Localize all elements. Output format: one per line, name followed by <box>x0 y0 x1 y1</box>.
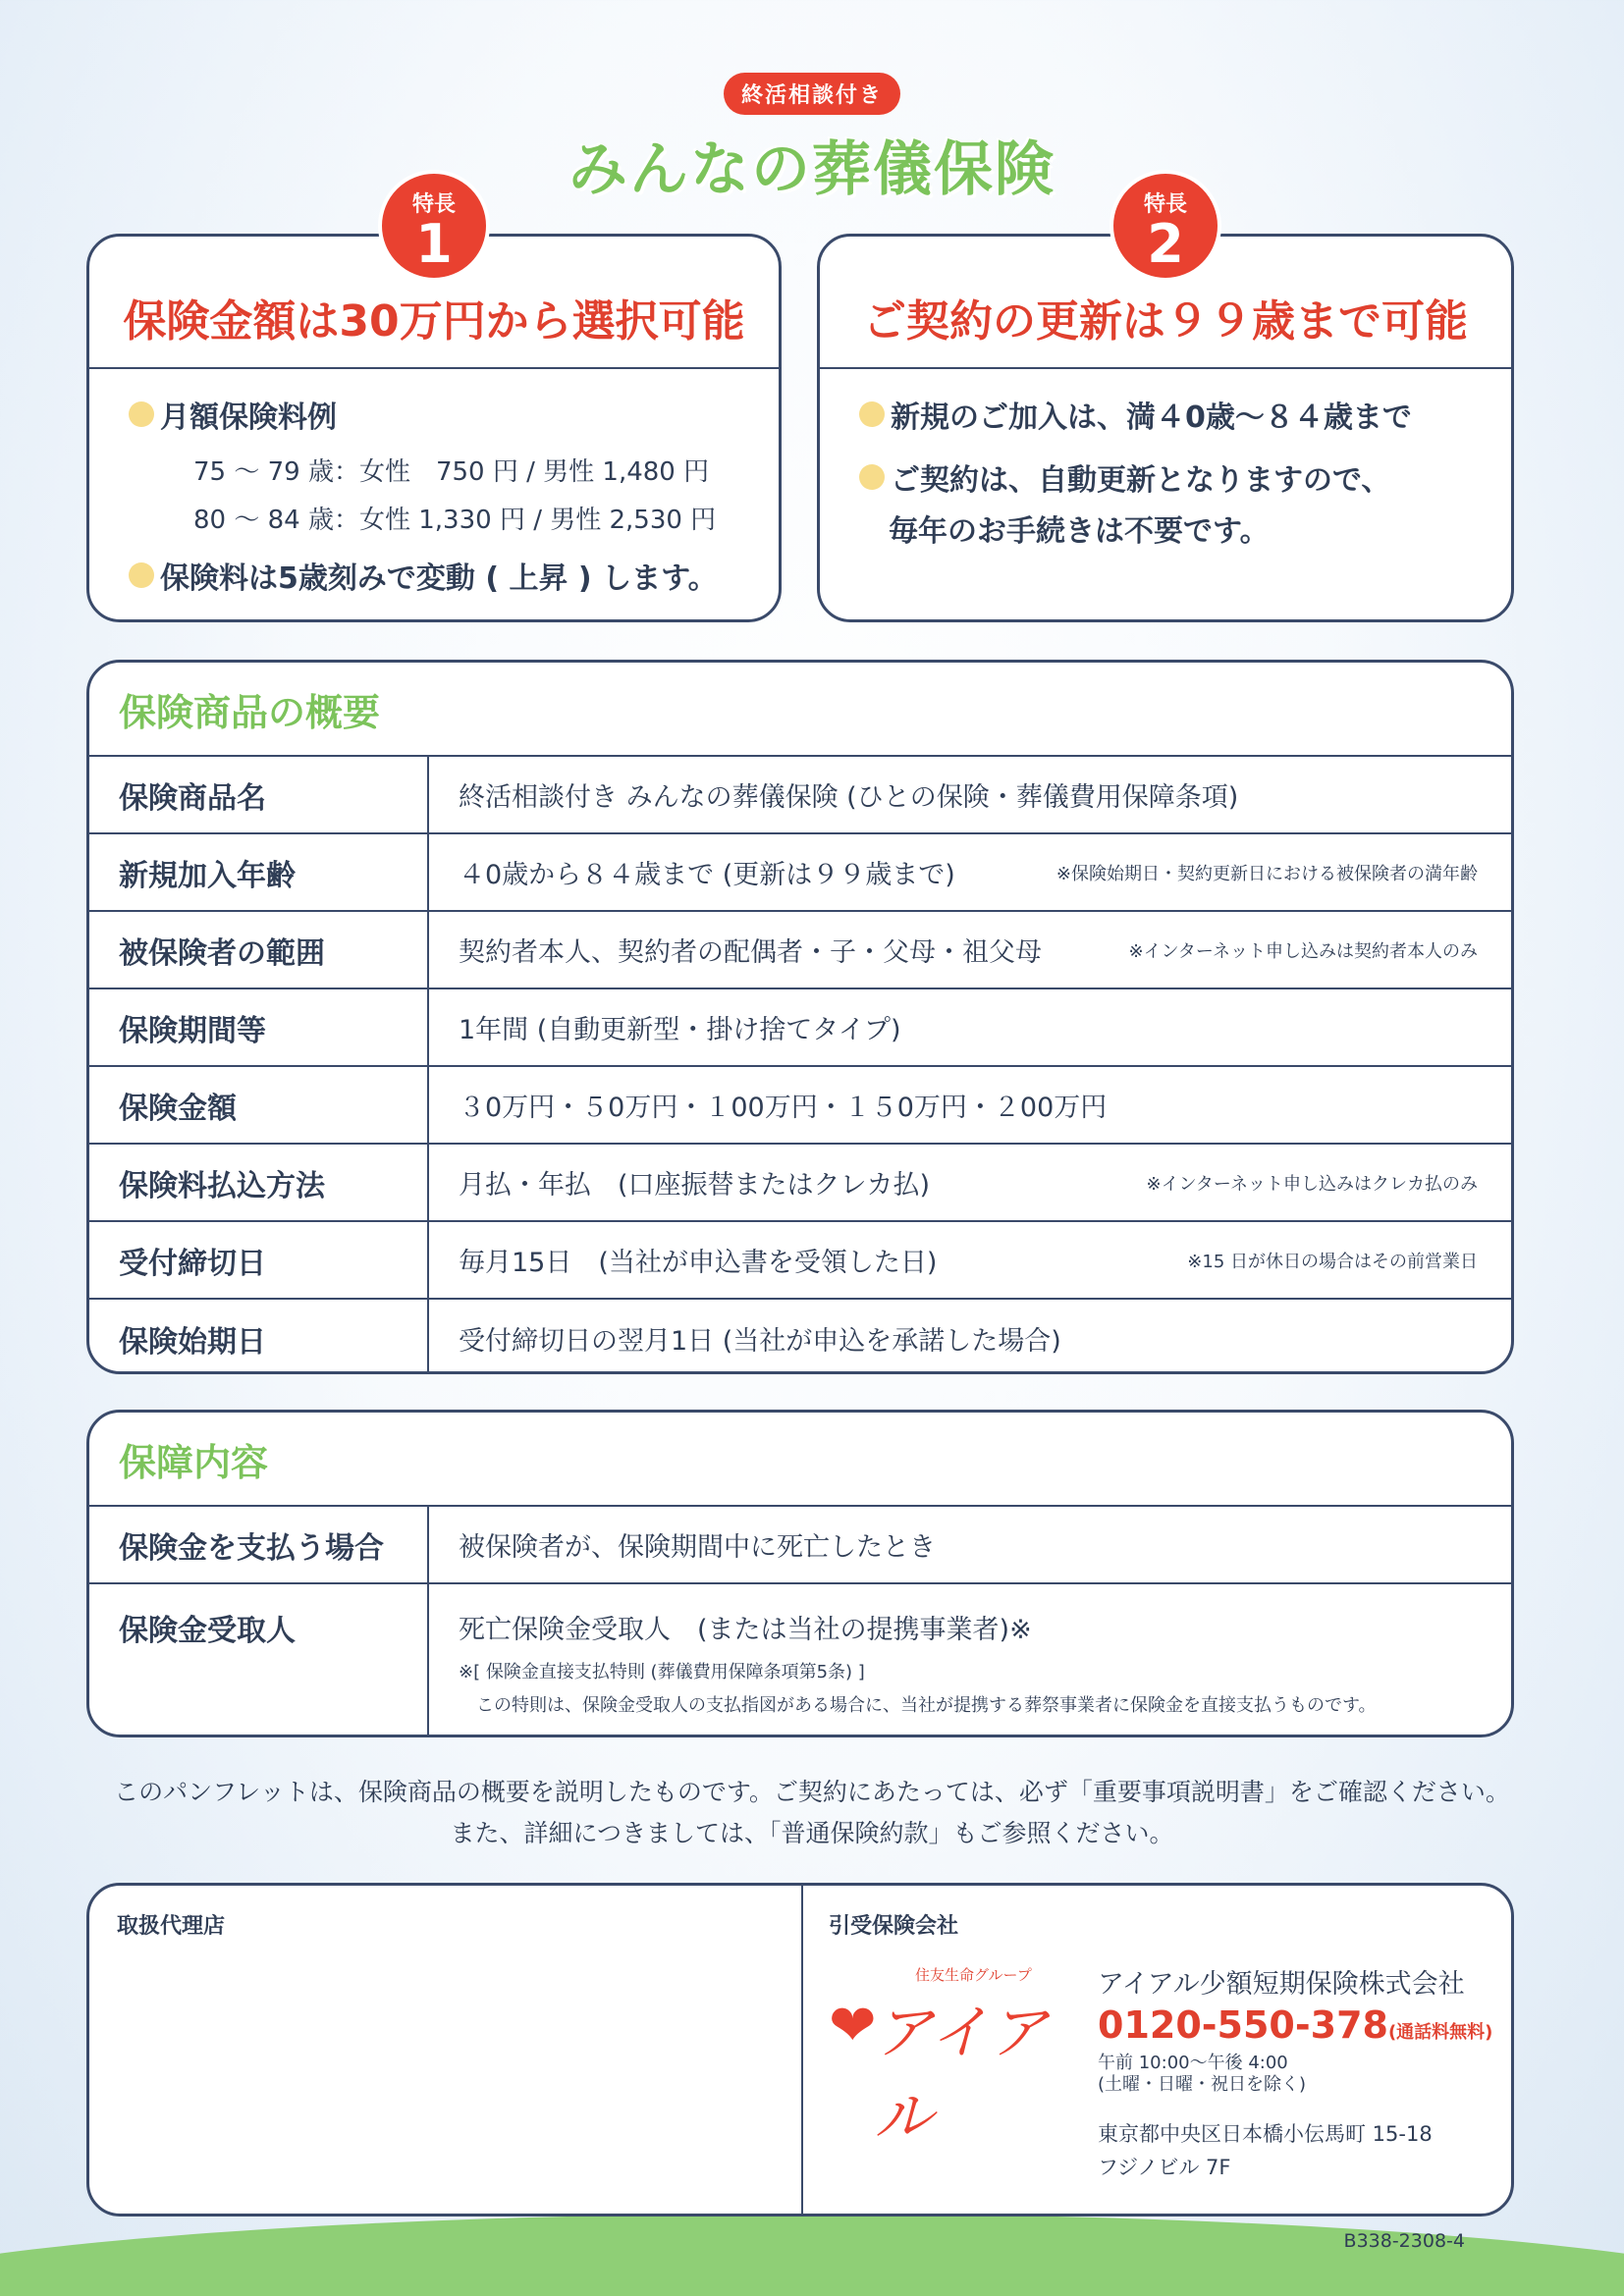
table-row <box>89 1145 1511 1222</box>
row-label: 保険商品名 <box>89 757 429 832</box>
feature-2-bullet-1-text: 新規のご加入は、満４0歳～８４歳まで <box>891 400 1412 435</box>
feature-2-headline: ご契約の更新は９９歳まで可能 <box>820 237 1511 369</box>
footer-box <box>86 1883 1514 2216</box>
insurer-panel <box>803 1886 1511 2214</box>
row-value-wrap <box>429 1222 1511 1298</box>
phone-number[interactable]: 0120-550-378 <box>1098 2003 1388 2047</box>
row-value: 契約者本人、契約者の配偶者・子・父母・祖父母 <box>459 937 1042 968</box>
overview-section <box>86 660 1514 1374</box>
bullet-dot-icon <box>859 401 885 427</box>
feature-2-box <box>817 192 1514 622</box>
hours-line-1: 午前 10:00～午後 4:00 <box>1098 2053 1288 2073</box>
feature-1-badge <box>378 170 490 282</box>
feature-1-body <box>89 369 779 620</box>
row-value-wrap <box>429 1584 1511 1737</box>
premium-example-1: 75 ～ 79 歳：女性 750 円 / 男性 1,480 円 <box>193 457 710 487</box>
disclaimer-line-1: このパンフレットは、保険商品の概要を説明したものです。ご契約にあたっては、必ず「重要事項説明書」をご確認ください。 <box>114 1778 1510 1806</box>
title-tag: 終活相談付き <box>724 73 900 115</box>
feature-2-badge-label: 特長 <box>1143 192 1187 217</box>
phone-number-wrap <box>1098 2003 1492 2047</box>
row-value: ３0万円・５0万円・１00万円・１５0万円・２00万円 <box>459 1093 1108 1123</box>
feature-2-bullet-2-text: ご契約は、自動更新となりますので、 <box>891 463 1391 498</box>
row-value-wrap <box>429 912 1511 988</box>
title-tag-wrap <box>0 73 1624 115</box>
feature-1-badge-number: 1 <box>415 213 453 275</box>
row-note: ※インターネット申し込みは契約者本人のみ <box>1128 940 1478 962</box>
feature-1-box <box>86 192 782 622</box>
table-row <box>89 1584 1511 1737</box>
row-note: ※インターネット申し込みはクレカ払のみ <box>1146 1173 1478 1195</box>
logo-name: アイアル <box>874 1999 1050 2152</box>
row-value-wrap <box>429 1300 1511 1374</box>
company-address <box>1098 2117 1433 2184</box>
feature-1-bullet-1 <box>129 393 739 436</box>
row-label: 新規加入年齢 <box>89 834 429 910</box>
coverage-title: 保障内容 <box>89 1413 1511 1507</box>
phone-free-note: (通話料無料) <box>1387 2022 1493 2043</box>
feature-2-bullet-2 <box>859 455 1472 499</box>
direct-payment-note-body: この特則は、保険金受取人の支払指図がある場合に、当社が提携する葬祭事業者に保険金を直接支払うものです。 <box>476 1695 1377 1716</box>
row-note: ※15 日が休日の場合はその前営業日 <box>1187 1251 1478 1272</box>
feature-2-badge <box>1110 170 1221 282</box>
table-row <box>89 1300 1511 1374</box>
row-label: 被保険者の範囲 <box>89 912 429 988</box>
feature-1-bullet-2 <box>129 554 739 597</box>
aiaru-logo <box>829 1964 1074 2152</box>
feature-2-badge-number: 2 <box>1147 213 1184 275</box>
feature-1-bullet-1-text: 月額保険料例 <box>160 400 337 435</box>
row-label: 保険料払込方法 <box>89 1145 429 1220</box>
disclaimer-line-2: また、詳細につきましては、「普通保険約款」もご参照ください。 <box>450 1819 1174 1847</box>
row-label: 受付締切日 <box>89 1222 429 1298</box>
bullet-dot-icon <box>129 401 154 427</box>
row-value: 月払・年払 (口座振替またはクレカ払) <box>459 1170 931 1201</box>
row-label: 保険金を支払う場合 <box>89 1507 429 1582</box>
row-value: ４0歳から８４歳まで (更新は９９歳まで) <box>459 860 955 890</box>
feature-2-bullet-2-cont: 毎年のお手続きは不要です。 <box>889 514 1270 549</box>
row-value: 毎月15日 (当社が申込書を受領した日) <box>459 1248 938 1278</box>
table-row <box>89 1507 1511 1584</box>
bullet-dot-icon <box>859 464 885 490</box>
table-row <box>89 989 1511 1067</box>
coverage-section <box>86 1410 1514 1737</box>
row-value: 死亡保険金受取人 (または当社の提携事業者)※ <box>459 1615 1032 1645</box>
overview-title: 保険商品の概要 <box>89 663 1511 757</box>
row-note: ※保険始期日・契約更新日における被保険者の満年齢 <box>1056 863 1478 884</box>
table-row <box>89 834 1511 912</box>
feature-2-body <box>820 369 1511 573</box>
feature-1-badge-label: 特長 <box>411 192 456 217</box>
row-value: 終活相談付き みんなの葬儀保険 (ひとの保険・葬儀費用保障条項) <box>459 782 1239 813</box>
address-line-2: フジノビル 7F <box>1098 2156 1231 2179</box>
row-value-wrap <box>429 989 1511 1065</box>
row-value-wrap <box>429 757 1511 832</box>
row-label: 保険始期日 <box>89 1300 429 1374</box>
feature-1-headline: 保険金額は30万円から選択可能 <box>89 237 779 369</box>
document-code: B338-2308-4 <box>1343 2230 1465 2252</box>
row-label: 保険金受取人 <box>89 1584 429 1737</box>
agent-panel <box>89 1886 803 2214</box>
table-row <box>89 757 1511 834</box>
insurer-label: 引受保険会社 <box>829 1914 959 1939</box>
disclaimer <box>0 1772 1624 1854</box>
hours-line-2: (土曜・日曜・祝日を除く) <box>1098 2074 1307 2095</box>
row-value-wrap <box>429 1507 1511 1582</box>
row-value: 1年間 (自動更新型・掛け捨てタイプ) <box>459 1015 901 1045</box>
feature-1-bullet-2-text: 保険料は5歳刻みで変動 ( 上昇 ) します。 <box>160 561 718 596</box>
business-hours <box>1098 2053 1306 2096</box>
table-row <box>89 1067 1511 1145</box>
row-value-wrap <box>429 834 1511 910</box>
logo-group-text: 住友生命グループ <box>915 1966 1032 1984</box>
row-label: 保険金額 <box>89 1067 429 1143</box>
bullet-dot-icon <box>129 562 154 588</box>
row-value-wrap <box>429 1145 1511 1220</box>
premium-example-2: 80 ～ 84 歳：女性 1,330 円 / 男性 2,530 円 <box>193 506 717 535</box>
row-value-wrap <box>429 1067 1511 1143</box>
table-row <box>89 1222 1511 1300</box>
feature-2-bullet-1 <box>859 393 1472 436</box>
address-line-1: 東京都中央区日本橋小伝馬町 15-18 <box>1098 2122 1433 2146</box>
page-title: みんなの葬儀保険 <box>568 135 1056 204</box>
agent-label: 取扱代理店 <box>117 1914 226 1939</box>
row-value: 被保険者が、保険期間中に死亡したとき <box>459 1532 936 1563</box>
heart-icon: ❤ <box>829 1992 877 2058</box>
table-row <box>89 912 1511 989</box>
row-value: 受付締切日の翌月1日 (当社が申込を承諾した場合) <box>459 1326 1061 1357</box>
row-label: 保険期間等 <box>89 989 429 1065</box>
company-name: アイアル少額短期保険株式会社 <box>1098 1969 1465 2000</box>
direct-payment-note-title: ※[ 保険金直接支払特則 (葬儀費用保障条項第5条) ] <box>459 1662 865 1682</box>
green-hill-decoration <box>0 2214 1624 2296</box>
